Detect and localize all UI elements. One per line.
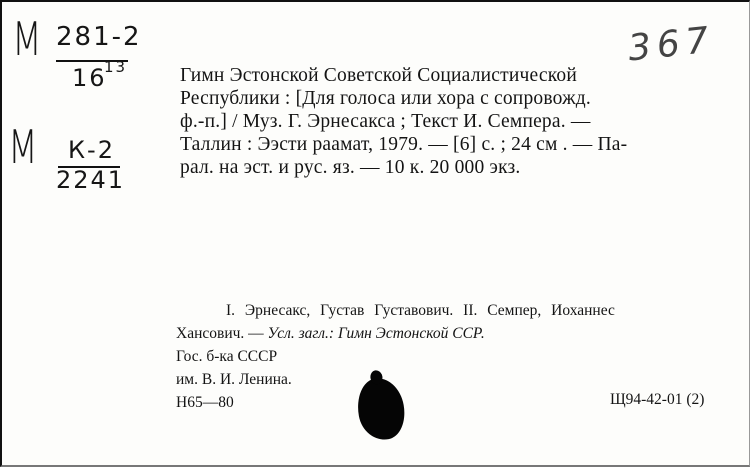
- handwritten-shelf-number-1: 281-2: [56, 22, 142, 52]
- handwritten-card-number: 367: [626, 19, 717, 70]
- handwritten-denominator-2: 2241: [56, 166, 126, 194]
- entry-line: Гимн Эстонской Советской Социалистической: [180, 65, 577, 86]
- classification-code: Щ94-42-01 (2): [610, 391, 705, 408]
- entry-line: Республики : [Для голоса или хора с сопровожд.: [180, 88, 591, 109]
- added-entries-text: Хансович. —: [176, 325, 268, 342]
- added-entries-line: I. Эрнесакс, Густав Густавович. II. Семпер, Иоханнес: [226, 302, 615, 319]
- added-entries-line-2: [176, 322, 724, 345]
- entry-line: рал. на эст. и рус. яз. — 10 к. 20 000 экз.: [180, 157, 521, 178]
- bibliographic-entry: [180, 64, 730, 179]
- library-stamp: [176, 345, 292, 414]
- handwritten-shelf-number-2: К-2: [68, 136, 115, 164]
- library-name-2: им. В. И. Ленина.: [176, 371, 292, 388]
- entry-line: Таллин : Ээсти раамат, 1979. — [6] с. ; 24 см . — Па-: [180, 134, 628, 155]
- conventional-title: Усл. загл.: Гимн Эстонской ССР.: [267, 325, 485, 342]
- handwritten-superscript: 13: [104, 58, 128, 76]
- library-name: Гос. б-ка СССР: [176, 348, 278, 365]
- entry-line: ф.-п.] / Муз. Г. Эрнесакса ; Текст И. Семпера. —: [180, 111, 591, 132]
- handwritten-mark-1: М: [12, 12, 44, 66]
- handwritten-denominator-1: 16: [72, 64, 107, 92]
- punch-hole: [353, 374, 409, 443]
- handwritten-mark-2: М: [8, 120, 40, 174]
- added-entries-note: [176, 299, 724, 345]
- library-reference: Н65—80: [176, 394, 234, 411]
